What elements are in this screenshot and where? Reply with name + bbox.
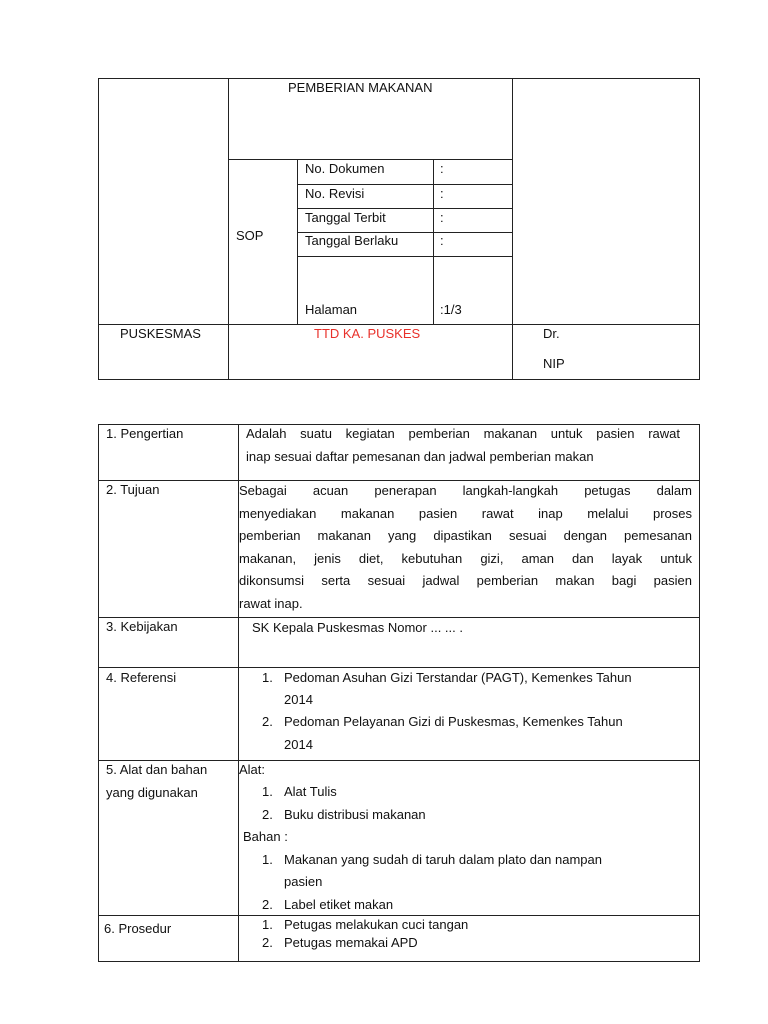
doctor-label: Dr. bbox=[543, 326, 560, 341]
alat-heading: Alat: bbox=[239, 762, 266, 777]
list-number: 2. bbox=[262, 807, 273, 822]
field-value: : bbox=[440, 161, 444, 176]
list-number: 2. bbox=[262, 714, 273, 729]
list-number: 2. bbox=[262, 897, 273, 912]
section-label-kebijakan: 3. Kebijakan bbox=[106, 619, 178, 634]
nip-label: NIP bbox=[543, 356, 565, 371]
kebijakan-text: SK Kepala Puskesmas Nomor ... ... . bbox=[252, 620, 463, 635]
list-item: 2014 bbox=[284, 692, 313, 707]
field-value: : bbox=[440, 210, 444, 225]
field-label: No. Revisi bbox=[305, 186, 365, 201]
tujuan-text: Sebagai acuan penerapan langkah-langkah petugas dalam menyediakan makanan pasien rawat inap melalui proses pemberian makanan yang dipastikan sesuai dengan pemesanan makanan, jenis diet, kebutuhan gizi, aman dan layak untuk dikonsumsi serta sesuai jadwal pemberian makan bagi pasien rawat inap. bbox=[239, 483, 692, 611]
list-item: Pedoman Pelayanan Gizi di Puskesmas, Kemenkes Tahun bbox=[284, 714, 623, 729]
field-value: : bbox=[440, 186, 444, 201]
list-number: 1. bbox=[262, 852, 273, 867]
bahan-heading: Bahan : bbox=[243, 829, 288, 844]
list-number: 1. bbox=[262, 670, 273, 685]
list-item: Petugas memakai APD bbox=[284, 935, 418, 950]
list-item: 2014 bbox=[284, 737, 313, 752]
list-item: Pedoman Asuhan Gizi Terstandar (PAGT), Kemenkes Tahun bbox=[284, 670, 632, 685]
list-item: pasien bbox=[284, 874, 323, 889]
list-item: Buku distribusi makanan bbox=[284, 807, 426, 822]
document-title: PEMBERIAN MAKANAN bbox=[288, 80, 433, 95]
pengertian-text: Adalah suatu kegiatan pemberian makanan untuk pasien rawat inap sesuai daftar pemesanan dan jadwal pemberian makan bbox=[246, 426, 680, 464]
field-label: No. Dokumen bbox=[305, 161, 385, 176]
section-label-referensi: 4. Referensi bbox=[106, 670, 177, 685]
section-label-prosedur: 6. Prosedur bbox=[104, 921, 172, 936]
field-label: Halaman bbox=[305, 302, 358, 317]
section-label-pengertian: 1. Pengertian bbox=[106, 426, 184, 441]
list-item: Label etiket makan bbox=[284, 897, 394, 912]
field-label: Tanggal Terbit bbox=[305, 210, 386, 225]
list-item: Makanan yang sudah di taruh dalam plato dan nampan bbox=[284, 852, 602, 867]
list-number: 1. bbox=[262, 784, 273, 799]
field-label: Tanggal Berlaku bbox=[305, 233, 399, 248]
section-label-alat: 5. Alat dan bahan bbox=[106, 762, 208, 777]
organization-label: PUSKESMAS bbox=[120, 326, 201, 341]
section-label-alat: yang digunakan bbox=[106, 785, 198, 800]
signature-placeholder: TTD KA. PUSKES bbox=[314, 326, 421, 341]
field-value: : bbox=[440, 233, 444, 248]
field-value: :1/3 bbox=[440, 302, 462, 317]
list-number: 2. bbox=[262, 935, 273, 950]
list-item: Petugas melakukan cuci tangan bbox=[284, 917, 469, 932]
sop-label: SOP bbox=[236, 228, 264, 243]
list-number: 1. bbox=[262, 917, 273, 932]
list-item: Alat Tulis bbox=[284, 784, 337, 799]
section-label-tujuan: 2. Tujuan bbox=[106, 482, 160, 497]
